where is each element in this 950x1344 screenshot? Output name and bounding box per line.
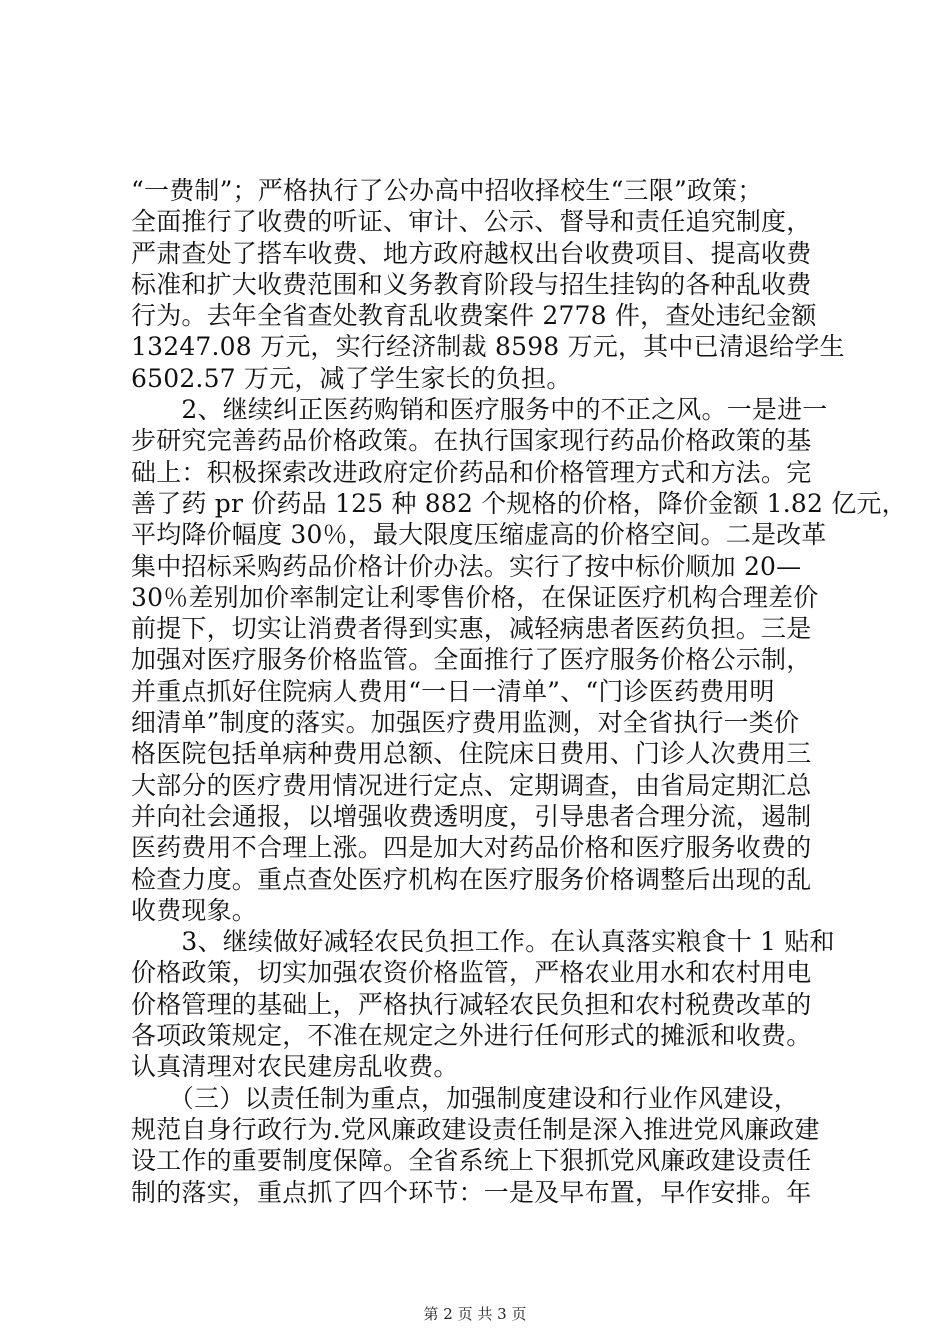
text-line: 行为。去年全省查处教育乱收费案件 2778 件，查处违纪金额 bbox=[131, 301, 817, 331]
text-line: 集中招标采购药品价格计价办法。实行了按中标价顺加 20— bbox=[131, 551, 802, 581]
text-line: 规范自身行政行为.党风廉政建设责任制是深入推进党风廉政建 bbox=[131, 1114, 820, 1144]
text-line: 收费现象。 bbox=[131, 895, 258, 925]
text-line: 大部分的医疗费用情况进行定点、定期调查，由省局定期汇总 bbox=[131, 770, 812, 800]
text-line: 检查力度。重点查处医疗机构在医疗服务价格调整后出现的乱 bbox=[131, 864, 812, 894]
text-line: 13247.08 万元，实行经济制裁 8598 万元，其中已清退给学生 bbox=[131, 332, 845, 362]
text-line: 善了药 pr 价药品 125 种 882 个规格的价格，降价金额 1.82 亿元， bbox=[131, 488, 907, 518]
text-line: “一费制”；严格执行了公办高中招收择校生“三限”政策； bbox=[131, 176, 763, 205]
text-line: 医药费用不合理上涨。四是加大对药品价格和医疗服务收费的 bbox=[131, 833, 812, 863]
text-line: 价格管理的基础上，严格执行减轻农民负担和农村税费改革的 bbox=[131, 989, 812, 1019]
text-line: 平均降价幅度 30％，最大限度压缩虚高的价格空间。二是改革 bbox=[131, 520, 827, 550]
text-line: （三）以责任制为重点，加强制度建设和行业作风建设， bbox=[131, 1083, 799, 1113]
text-line: 3、继续做好减轻农民负担工作。在认真落实粮食十 1 贴和 bbox=[131, 927, 835, 957]
text-line: 并向社会通报，以增强收费透明度，引导患者合理分流，遏制 bbox=[131, 801, 812, 831]
text-line: 格医院包括单病种费用总额、住院床日费用、门诊人次费用三 bbox=[131, 739, 812, 769]
text-line: 设工作的重要制度保障。全省系统上下狠抓党风廉政建设责任 bbox=[131, 1146, 812, 1176]
text-line: 严肃查处了搭车收费、地方政府越权出台收费项目、提高收费 bbox=[131, 238, 812, 268]
text-line: 细清单”制度的落实。加强医疗费用监测，对全省执行一类价 bbox=[131, 708, 800, 738]
page-number-label: 第 2 页 共 3 页 bbox=[423, 1305, 527, 1323]
page-footer bbox=[0, 1304, 950, 1324]
text-line: 标准和扩大收费范围和义务教育阶段与招生挂钩的各种乱收费 bbox=[131, 269, 812, 299]
text-line: 制的落实，重点抓了四个环节：一是及早布置，早作安排。年 bbox=[131, 1177, 812, 1207]
text-line: 认真清理对农民建房乱收费。 bbox=[131, 1052, 459, 1082]
text-line: 6502.57 万元，减了学生家长的负担。 bbox=[131, 363, 572, 393]
text-line: 2、继续纠正医药购销和医疗服务中的不正之风。一是进一 bbox=[131, 395, 828, 425]
text-line: 步研究完善药品价格政策。在执行国家现行药品价格政策的基 bbox=[131, 426, 812, 456]
text-line: 础上：积极探索改进政府定价药品和价格管理方式和方法。完 bbox=[131, 457, 812, 487]
document-body bbox=[131, 175, 907, 1208]
text-line: 30％差别加价率制定让利零售价格，在保证医疗机构合理差价 bbox=[131, 582, 819, 612]
text-line: 价格政策，切实加强农资价格监管，严格农业用水和农村用电 bbox=[131, 958, 812, 988]
text-line: 各项政策规定，不准在规定之外进行任何形式的摊派和收费。 bbox=[131, 1021, 812, 1051]
text-line: 并重点抓好住院病人费用“一日一清单”、“门诊医药费用明 bbox=[131, 676, 775, 706]
text-line: 全面推行了收费的听证、审计、公示、督导和责任追究制度， bbox=[131, 207, 812, 237]
text-line: 加强对医疗服务价格监管。全面推行了医疗服务价格公示制， bbox=[131, 645, 812, 675]
text-line: 前提下，切实让消费者得到实惠，减轻病患者医药负担。三是 bbox=[131, 614, 812, 644]
